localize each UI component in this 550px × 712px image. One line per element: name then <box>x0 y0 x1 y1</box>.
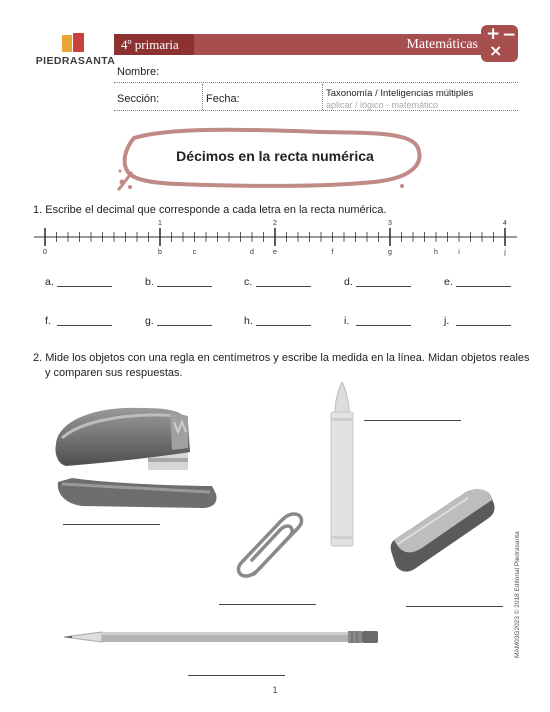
taxonomy-detail: aplicar / lógico - matemático <box>326 100 439 110</box>
letter-label: g <box>388 249 392 256</box>
letter-label: d <box>250 249 254 256</box>
answer-label: c. <box>244 276 253 288</box>
pencil-image <box>62 628 382 648</box>
answer-label: e. <box>444 276 453 288</box>
question-2-line-1: 2. Mide los objetos con una regla en centímetros y escribe la medida en la línea. Midan objetos reales <box>33 352 530 364</box>
eraser-answer-line[interactable] <box>406 606 503 607</box>
name-line[interactable] <box>114 82 518 83</box>
grade-label: 4º primaria <box>114 34 194 55</box>
activity-title: Décimos en la recta numérica <box>176 148 374 164</box>
answer-line[interactable] <box>456 325 511 326</box>
paper-clip-image <box>232 510 308 580</box>
question-1: 1. Escribe el decimal que corresponde a cada letra en la recta numérica. <box>33 204 387 216</box>
answer-label: i. <box>344 315 350 327</box>
pencil-answer-line[interactable] <box>188 675 285 676</box>
subject-label: Matemáticas <box>406 37 478 52</box>
answer-line[interactable] <box>256 286 311 287</box>
answer-label: h. <box>244 315 253 327</box>
crayon-answer-line[interactable] <box>364 420 461 421</box>
section-label: Sección: <box>117 93 160 105</box>
number-label: 1 <box>158 220 162 227</box>
answer-label: f. <box>45 315 51 327</box>
letter-label: e <box>273 249 277 256</box>
number-label: 2 <box>273 220 277 227</box>
answer-label: j. <box>444 315 450 327</box>
math-operators-icon: + − × <box>481 25 518 62</box>
stapler-answer-line[interactable] <box>63 524 160 525</box>
crayon-image <box>324 378 360 550</box>
answer-line[interactable] <box>57 286 112 287</box>
number-line <box>30 215 525 260</box>
paper-clip-answer-line[interactable] <box>219 604 316 605</box>
answer-line[interactable] <box>157 325 212 326</box>
taxonomy-label: Taxonomía / Inteligencias múltiples <box>326 88 474 99</box>
answer-line[interactable] <box>356 286 411 287</box>
answer-line[interactable] <box>456 286 511 287</box>
book-logo-icon <box>62 33 84 53</box>
field-divider <box>202 84 203 110</box>
answer-label: b. <box>145 276 154 288</box>
letter-label: j <box>504 249 506 256</box>
letter-label: b <box>158 249 162 256</box>
number-label: 0 <box>43 249 47 256</box>
section-line <box>114 110 518 111</box>
eraser-image <box>388 482 500 578</box>
name-label: Nombre: <box>117 66 160 78</box>
stapler-image <box>52 398 224 510</box>
field-divider <box>322 84 323 110</box>
copyright-code: MAM03G2023 © 2018 Editorial Piedrasanta <box>514 531 521 658</box>
publisher-logo <box>28 33 123 69</box>
letter-label: f <box>331 249 334 256</box>
brand-name: PIEDRASANTA <box>35 55 116 67</box>
number-label: 4 <box>503 220 507 227</box>
answer-line[interactable] <box>57 325 112 326</box>
date-label: Fecha: <box>206 93 240 105</box>
letter-label: i <box>458 249 460 256</box>
answer-label: d. <box>344 276 353 288</box>
answer-line[interactable] <box>356 325 411 326</box>
number-label: 3 <box>388 220 392 227</box>
answer-label: a. <box>45 276 54 288</box>
answer-line[interactable] <box>157 286 212 287</box>
question-2-line-2: y comparen sus respuestas. <box>45 367 183 379</box>
letter-label: c <box>192 249 197 256</box>
answer-label: g. <box>145 315 154 327</box>
letter-label: h <box>434 249 438 256</box>
page-number: 1 <box>272 685 278 695</box>
answer-line[interactable] <box>256 325 311 326</box>
